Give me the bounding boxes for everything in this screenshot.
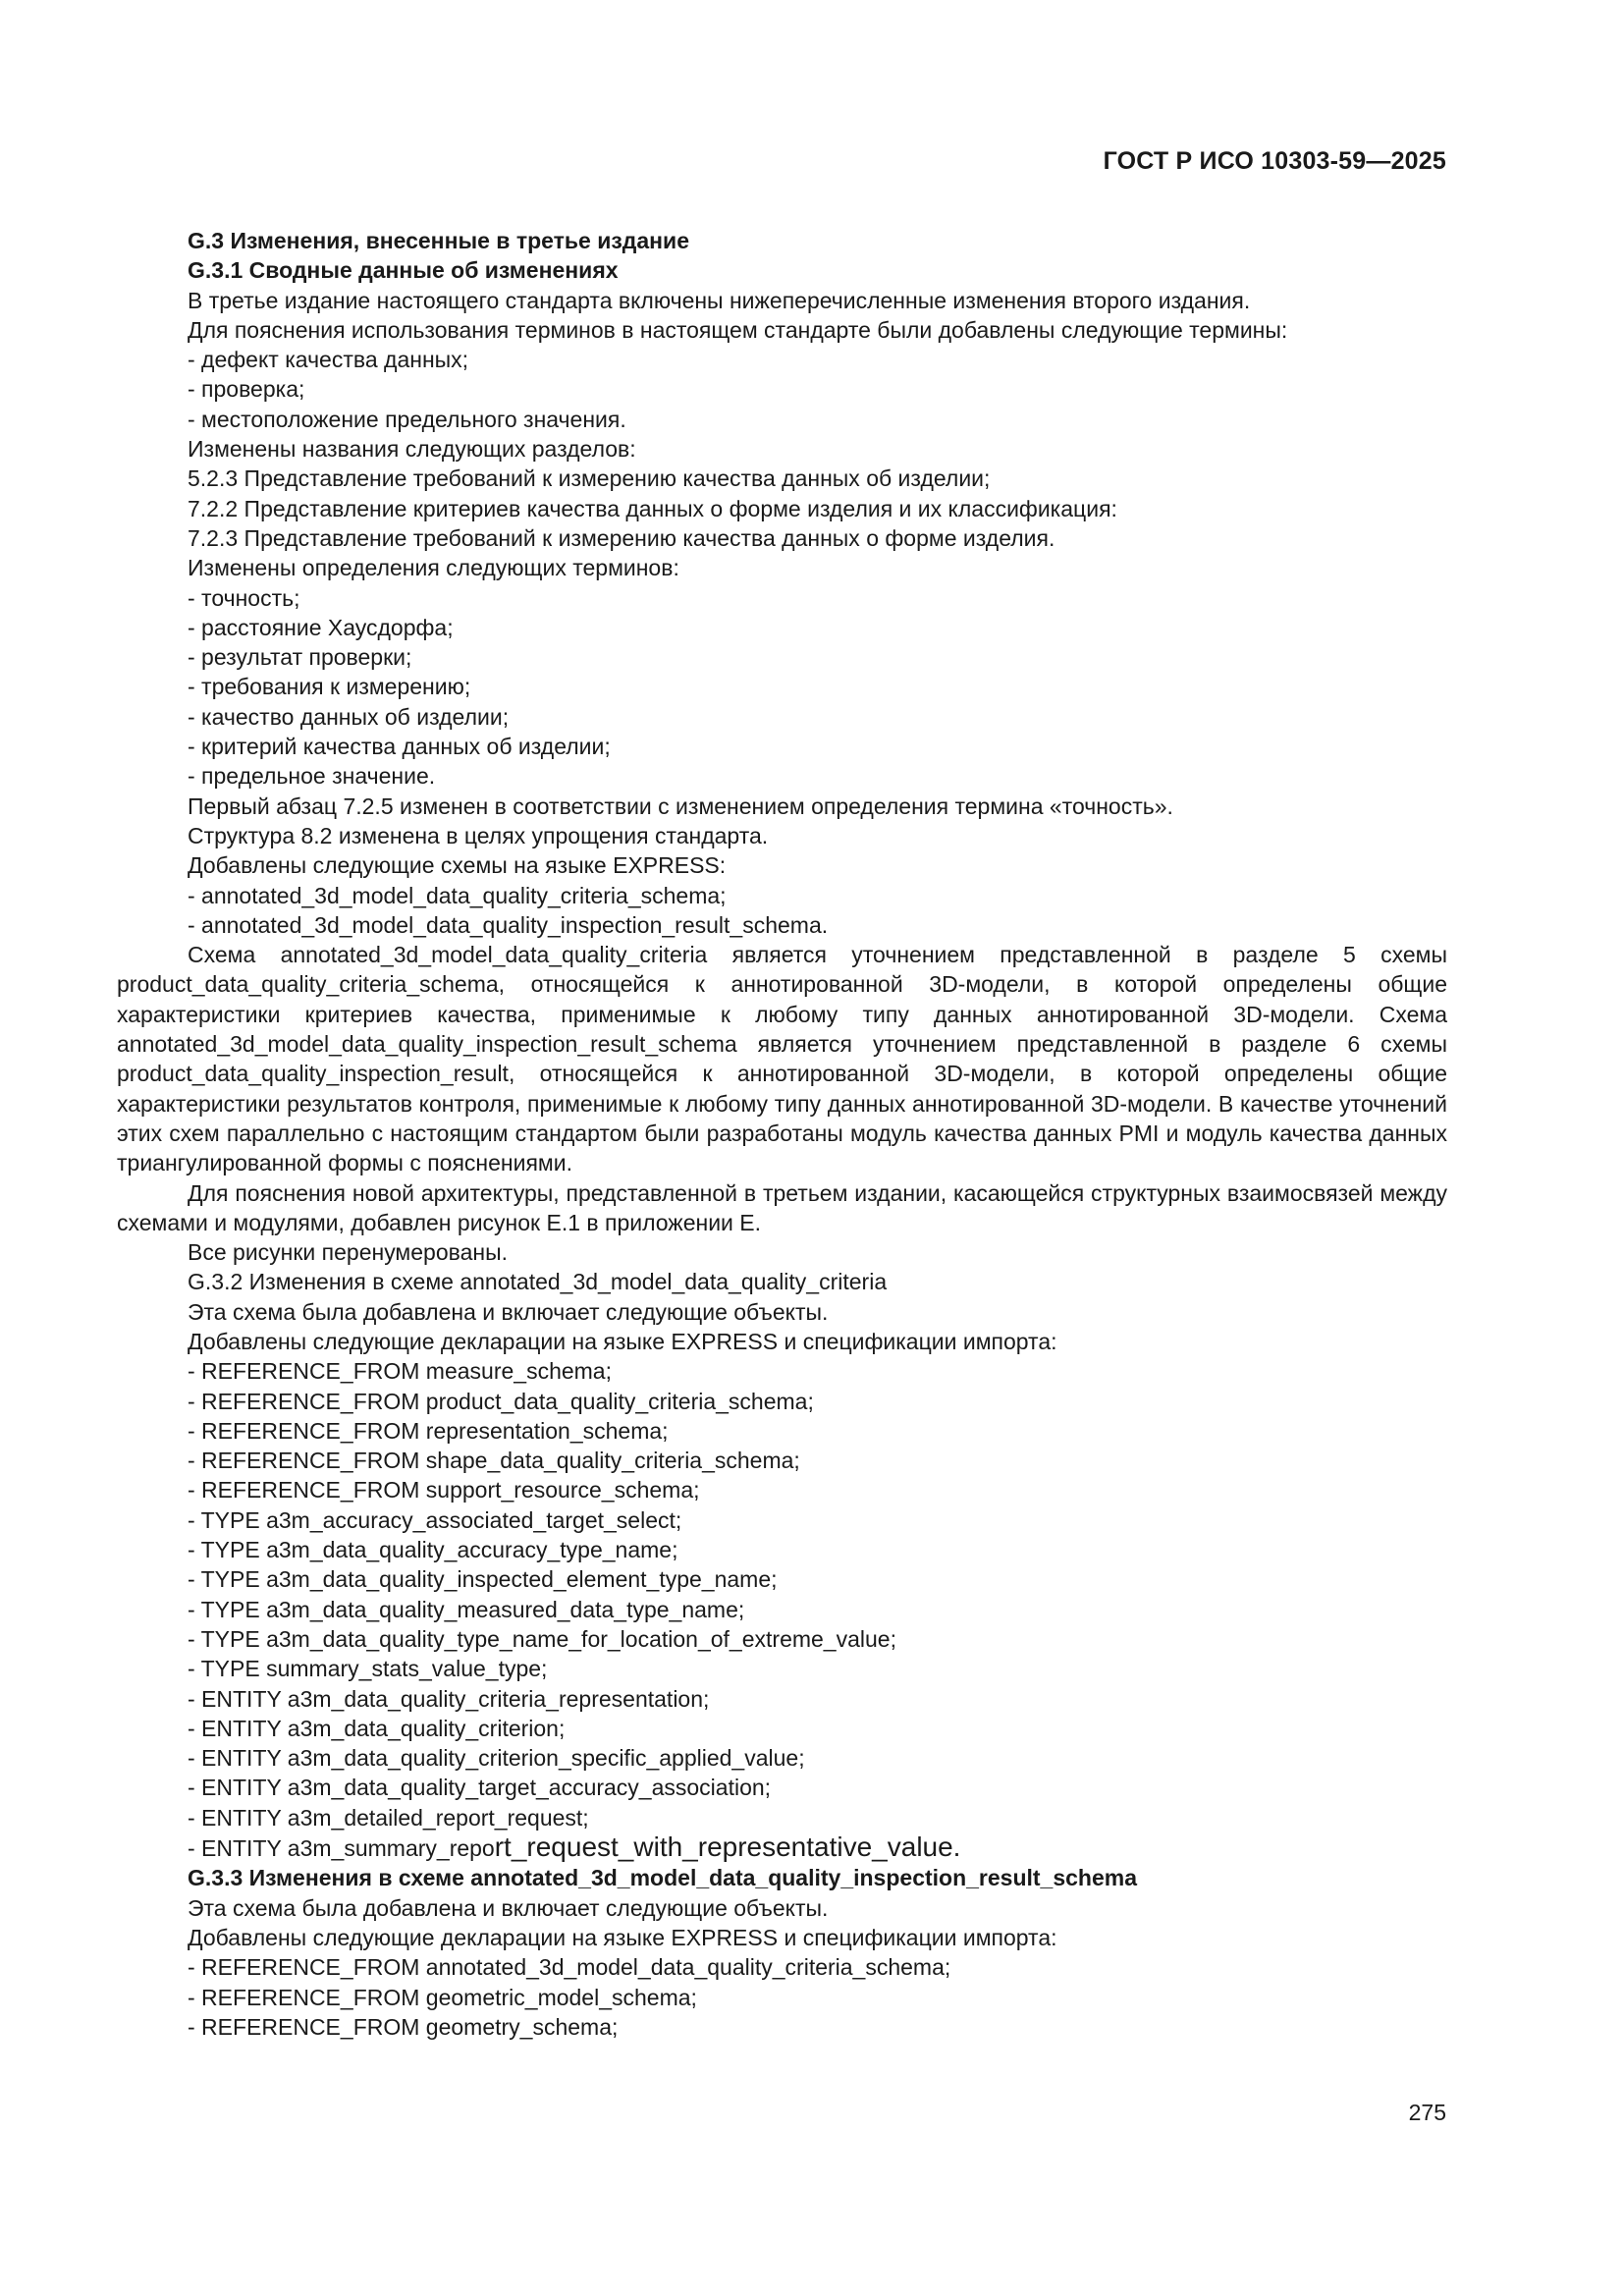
list-item: - REFERENCE_FROM measure_schema; [188,1358,612,1385]
list-item: - ENTITY a3m_data_quality_criterion_specific_applied_value; [188,1745,805,1772]
list-item: - TYPE a3m_data_quality_inspected_element_type_name; [188,1566,778,1593]
text-line: Изменены названия следующих разделов: [188,436,636,463]
text-line: Первый абзац 7.2.5 изменен в соответствии с изменением определения термина «точность». [188,793,1173,819]
text-line: Для пояснения использования терминов в настоящем стандарте были добавлены следующие термины: [188,316,1288,343]
list-item-start: - ENTITY a3m_summary_repo [188,1835,495,1862]
list-item: - критерий качества данных об изделии; [188,734,611,760]
text-line: 7.2.3 Представление требований к измерению качества данных о форме изделия. [188,524,1055,551]
text-block-c [117,1893,1447,2042]
text-block-a [117,286,1447,941]
text-line: Структура 8.2 изменена в целях упрощения стандарта. [188,822,769,848]
text-line: Добавлены следующие декларации на языке EXPRESS и спецификации импорта: [188,1328,1057,1354]
section-heading-g33: G.3.3 Изменения в схеме annotated_3d_model_data_quality_inspection_result_schema [188,1865,1138,1891]
text-line: Добавлены следующие схемы на языке EXPRESS: [188,852,727,879]
text-line: Добавлены следующие декларации на языке EXPRESS и спецификации импорта: [188,1924,1057,1950]
list-item: - annotated_3d_model_data_quality_inspection_result_schema. [188,911,829,938]
text-block-b [117,1237,1447,1863]
list-item: - дефект качества данных; [188,347,469,373]
text-line: Эта схема была добавлена и включает следующие объекты. [188,1894,829,1921]
list-item: - TYPE a3m_accuracy_associated_target_select; [188,1506,682,1533]
list-item: - REFERENCE_FROM annotated_3d_model_data_quality_criteria_schema; [188,1954,951,1981]
section-heading-g3: G.3 Изменения, внесенные в третье издание [188,228,689,253]
list-item: - результат проверки; [188,644,412,671]
list-item: - точность; [188,584,300,611]
list-item: - TYPE a3m_data_quality_type_name_for_location_of_extreme_value; [188,1625,896,1652]
text-line: Эта схема была добавлена и включает следующие объекты. [188,1298,829,1325]
text-line: Все рисунки перенумерованы. [188,1239,508,1266]
list-item-end: rt_request_with_representative_value. [494,1831,961,1863]
page-number: 275 [1408,2100,1446,2125]
list-item: - проверка; [188,376,305,403]
document-header-code: ГОСТ Р ИСО 10303-59—2025 [1103,147,1446,175]
list-item: - REFERENCE_FROM support_resource_schema; [188,1477,700,1503]
list-item: - REFERENCE_FROM shape_data_quality_criteria_schema; [188,1448,800,1474]
text-line: Изменены определения следующих терминов: [188,555,679,581]
paragraph-architecture: Для пояснения новой архитектуры, представленной в третьем издании, касающейся структурных взаимосвязей между схемами и модулями, добавлен рисунок Е.1 в приложении Е. [117,1179,1447,1235]
paragraph-schema-description: Схема annotated_3d_model_data_quality_criteria является уточнением представленной в разделе 5 схемы product_data_quality_criteria_schema, относящейся к аннотированной 3D-модели, в которой определены общие характеристики критериев качества, применимые к любому типу данных аннотированной 3D-модели. Схема annotated_3d_model_data_quality_inspection_result_schema является уточнением представленной в разделе 6 схемы product_data_quality_inspection_result, относящейся к аннотированной 3D-модели, в которой определены общие характеристики результатов контроля, применимые к любому типу данных аннотированной 3D-модели. В качестве уточнений этих схем параллельно с настоящим стандартом были разработаны модуль качества данных PMI и модуль качества данных триангулированной формы с пояснениями. [117,942,1447,1176]
list-item: - REFERENCE_FROM geometric_model_schema; [188,1984,697,2010]
list-item: - ENTITY a3m_data_quality_target_accuracy_association; [188,1775,772,1801]
list-item: - REFERENCE_FROM geometry_schema; [188,2013,619,2040]
list-item: - REFERENCE_FROM product_data_quality_criteria_schema; [188,1388,814,1414]
list-item: - ENTITY a3m_data_quality_criterion; [188,1715,566,1741]
list-item: - ENTITY a3m_data_quality_criteria_representation; [188,1685,710,1712]
text-line: В третье издание настоящего стандарта включены нижеперечисленные изменения второго издания. [188,287,1251,313]
text-line: 7.2.2 Представление критериев качества данных о форме изделия и их классификация: [188,495,1117,521]
list-item: - TYPE summary_stats_value_type; [188,1656,548,1682]
list-item: - требования к измерению; [188,674,471,700]
list-item: - местоположение предельного значения. [188,406,626,432]
list-item: - TYPE a3m_data_quality_measured_data_type_name; [188,1596,745,1622]
list-item: - TYPE a3m_data_quality_accuracy_type_name; [188,1537,678,1563]
list-item: - annotated_3d_model_data_quality_criteria_schema; [188,882,727,908]
list-item: - качество данных об изделии; [188,703,510,730]
list-item: - расстояние Хаусдорфа; [188,614,454,640]
subsection-heading-g32: G.3.2 Изменения в схеме annotated_3d_model_data_quality_criteria [188,1269,888,1295]
text-line: 5.2.3 Представление требований к измерению качества данных об изделии; [188,465,991,492]
section-heading-g31: G.3.1 Сводные данные об изменениях [188,257,619,284]
list-item: - предельное значение. [188,763,436,790]
list-item-mixed-size [117,1832,1447,1863]
list-item: - ENTITY a3m_detailed_report_request; [188,1804,589,1831]
list-item: - REFERENCE_FROM representation_schema; [188,1417,669,1444]
document-body [117,226,1447,2042]
